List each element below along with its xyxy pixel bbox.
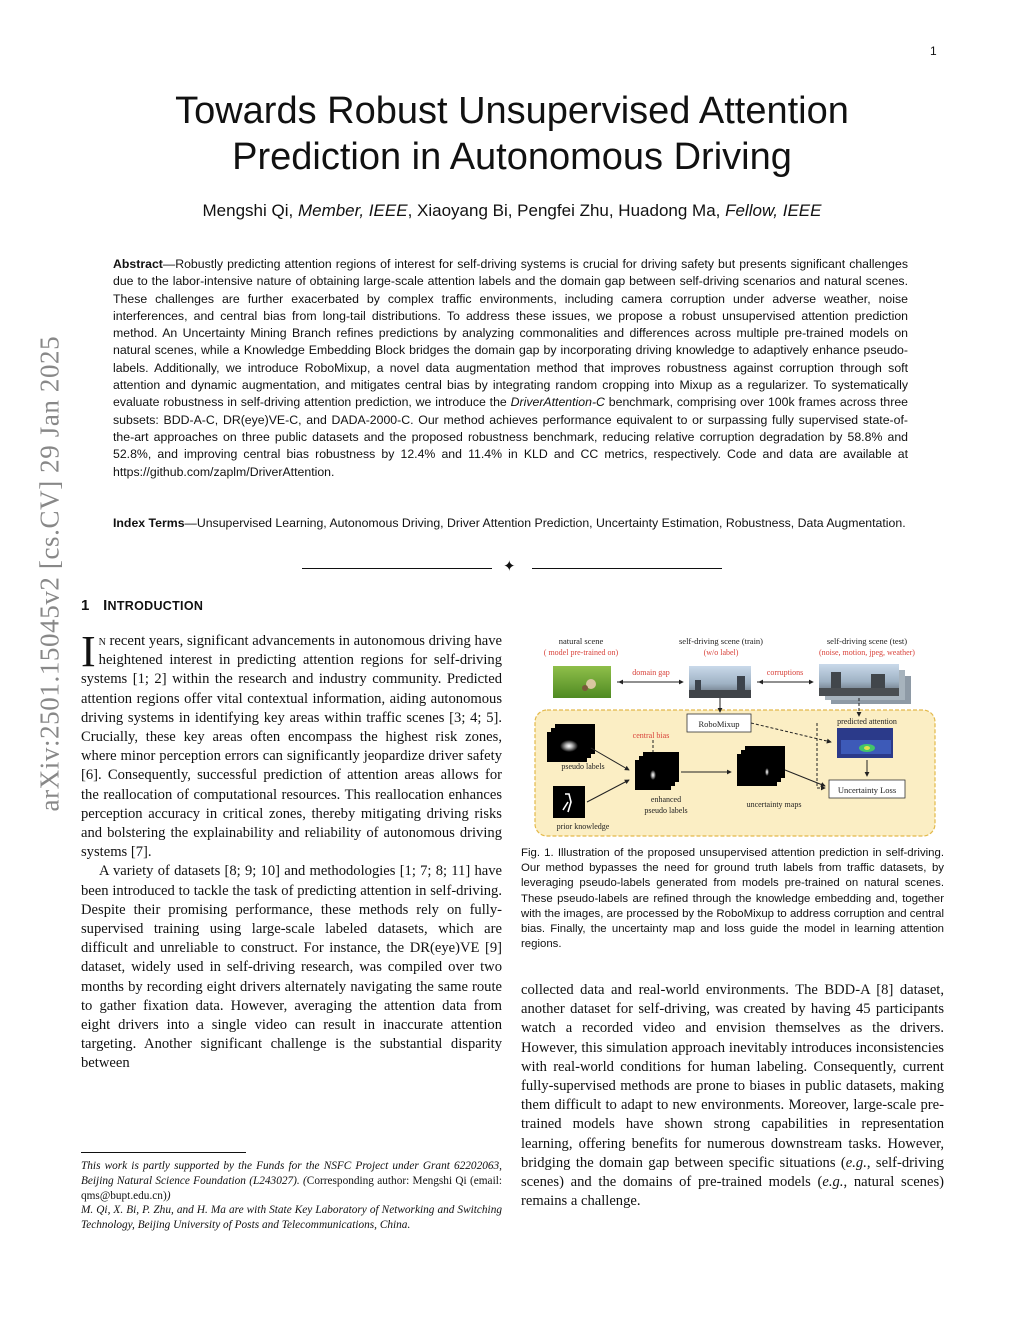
- page-number: 1: [930, 44, 937, 58]
- figure-1: [521, 630, 945, 840]
- label-enhanced: enhanced: [650, 795, 682, 804]
- label-domain-gap: domain gap: [632, 668, 670, 677]
- eg-2: e.g.: [822, 1174, 844, 1191]
- right-paragraph-b: , self-driving scenes) and the domains of pre-trained models (: [521, 1154, 945, 1191]
- intro-paragraph-1: [81, 627, 502, 862]
- section-heading: [81, 597, 203, 614]
- index-terms-label: Index Terms: [113, 516, 185, 530]
- test-scene-images: [819, 664, 911, 704]
- drop-cap-continuation: n: [98, 633, 106, 649]
- index-terms-text: —Unsupervised Learning, Autonomous Driving, Driver Attention Prediction, Uncertainty Estimation, Robustness, Data Augmentation.: [184, 516, 906, 530]
- author-1-role: Member, IEEE: [297, 201, 408, 220]
- predicted-attention-image: [837, 728, 893, 758]
- title-line-1: Towards Robust Unsupervised Attention: [175, 90, 849, 132]
- train-scene-image: [689, 666, 751, 698]
- index-terms: [113, 515, 908, 532]
- footnote-funding-end: ): [166, 1189, 171, 1202]
- footnote-funding: [81, 1159, 502, 1203]
- natural-scene-image: [553, 666, 611, 698]
- footnote-affiliation: M. Qi, X. Bi, P. Zhu, and H. Ma are with State Key Laboratory of Networking and Switching Technology, Beijing University of Posts and Telecommunications, China.: [81, 1204, 502, 1232]
- label-natural-sub: ( model pre-trained on): [543, 648, 619, 657]
- label-central-bias: central bias: [632, 731, 670, 740]
- label-enhanced-pseudo: pseudo labels: [644, 806, 688, 815]
- right-paragraph-a: collected data and real-world environments. The BDD-A [8] dataset, another dataset for self-driving, was created by having 45 participants watch a recorded video and envision themselves as the drivers. However, this simulation approach inevitably introduces inconsistencies with real-world conditions for human labeling. Consequently, current fully-supervised methods are prone to biases in public datasets, making them difficult to adapt to new environments. Moreover, large-scale pre-trained models have shown strong capabilities in representation learning, offering benefits for numerous downstream tasks. However, bridging the domain gap between specific situations (: [521, 982, 944, 1171]
- label-test-scene: self-driving scene (test): [826, 636, 908, 646]
- eg-1: e.g.: [845, 1154, 867, 1171]
- intro-paragraph-2: A variety of datasets [8; 9; 10] and methodologies [1; 7; 8; 11] have been introduced to tackle the task of predicting attention in self-driving. Despite their promising performance, these methods rely on fully-supervised training using large-scale labeled datasets, which are difficult and unreliable to construct. For instance, the DR(eye)VE [9] dataset, widely used in self-driving research, was compiled over two months by recording eight drivers alternately navigating the same route to gather fixation data. However, averaging the attention data from eight drivers into a single video can result in inaccurate attention targeting. Another significant challenge is the substantial disparity between: [81, 863, 502, 1072]
- right-column: [521, 981, 944, 1211]
- benchmark-name: DriverAttention-C: [510, 395, 605, 410]
- footnote-rule: [81, 1152, 246, 1153]
- enhanced-pseudo-label-maps: [635, 752, 679, 790]
- footnote-funding-text: This work is partly supported by the Funds for the NSFC Project under Grant 62202063, Beijing Natural Science Foundation (L243027). (: [81, 1160, 502, 1187]
- label-uncertainty-maps: uncertainty maps: [746, 800, 802, 809]
- label-predicted-attention: predicted attention: [837, 717, 897, 726]
- label-uncertainty-loss: Uncertainty Loss: [837, 785, 897, 795]
- label-natural-scene: natural scene: [558, 636, 604, 646]
- author-list: [80, 201, 944, 221]
- uncertainty-maps: [737, 746, 785, 786]
- abstract-text-2: benchmark, comprising over 100k frames across three subsets: BDD-A-C, DR(eye)VE-C, and DADA-2000-C. Our method achieves performance equivalent to or surpassing fully supervised state-of-the-art approaches on three public datasets and the proposed robustness benchmark, reducing relative corruption degradation by 58.8% and 52.8%, and improving central bias robustness by 12.4% and 11.4% in KLD and CC metrics, respectively. Code and data are available at https://github.com/zaplm/DriverAttention.: [113, 395, 908, 479]
- divider-star-icon: ✦: [503, 558, 516, 575]
- paper-title: [80, 88, 944, 180]
- left-column: [81, 627, 502, 1074]
- footnotes: [81, 1159, 502, 1233]
- divider-line-right: [532, 568, 722, 569]
- label-corruptions: corruptions: [766, 668, 804, 677]
- arxiv-stamp[interactable]: arXiv:2501.15045v2 [cs.CV] 29 Jan 2025: [34, 335, 65, 812]
- right-paragraph-c: , natural scenes) remains a challenge.: [521, 1174, 944, 1210]
- label-robomixup: RoboMixup: [698, 719, 740, 729]
- label-test-sub: (noise, motion, jpeg, weather): [819, 648, 915, 657]
- intro-paragraph-1-text: recent years, significant advancements in autonomous driving have heightened interest in predicting attention regions for self-driving systems [1; 2] within the research and industry community. Predicted attention regions offer vital contextual information, aiding autonomous driving systems in identifying key areas within traffic scenes [3; 4; 5]. Crucially, these key areas often encompass the highest risk zones, where minor perception errors can significantly jeopardize driver safety [6]. Consequently, successful prediction of attention areas allows for the reallocation of computational resources. This reallocation enhances perception accuracy in critical zones, thereby mitigating driving risks and bolstering the explainability and reliability of autonomous driving systems [7].: [81, 633, 502, 861]
- label-train-sub: (w/o label): [703, 648, 739, 657]
- title-line-2: Prediction in Autonomous Driving: [232, 136, 792, 178]
- section-first-letter: I: [103, 597, 108, 614]
- divider-line-left: [302, 568, 492, 569]
- label-train-scene: self-driving scene (train): [678, 636, 764, 646]
- author-1: Mengshi Qi,: [202, 201, 298, 220]
- last-author-role: Fellow, IEEE: [725, 201, 822, 220]
- section-divider: [302, 560, 722, 576]
- abstract-text-1: —Robustly predicting attention regions of interest for self-driving systems is crucial for driving safety but presents significant challenges due to the labor-intensive nature of obtaining large-scale attention labels and the domain gap between self-driving scenarios and natural scenes. These challenges are further exacerbated by complex traffic environments, including camera corruption under adverse weather, noise interferences, and central bias from long-tail distributions. To address these issues, we propose a robust unsupervised attention prediction method. An Uncertainty Mining Branch refines predictions by analyzing commonalities and differences across multiple pre-trained models on natural scenes, while a Knowledge Embedding Block bridges the domain gap by incorporating driving knowledge to adaptively enhance pseudo-labels. Additionally, we introduce RoboMixup, a novel data augmentation method that improves robustness against corruption through soft attention and dynamic augmentation, and mitigates central bias by integrating random cropping into Mixup as a regularizer. To systematically evaluate robustness in self-driving attention prediction, we introduce the: [113, 257, 908, 410]
- abstract-label: Abstract: [113, 257, 163, 271]
- figure-caption: Fig. 1. Illustration of the proposed unsupervised attention prediction in self-driving. Our method bypasses the need for ground truth labels from traffic datasets, by leveraging pseudo-labels generated from models pre-trained on natural scenes. These pseudo-labels are refined through the knowledge embedding and, together with the images, are processed by the RoboMixup to address corruption and central bias. Finally, the uncertainty map and loss guide the model in learning attention regions.: [521, 847, 944, 951]
- label-pseudo-labels: pseudo labels: [561, 762, 605, 771]
- prior-knowledge-image: [553, 786, 585, 818]
- pseudo-label-maps: [547, 724, 595, 762]
- section-title-rest: NTRODUCTION: [107, 599, 204, 613]
- corresponding-author: Corresponding author: Mengshi Qi (email: qms@bupt.edu.cn): [81, 1174, 502, 1202]
- section-number: 1: [81, 597, 90, 614]
- drop-cap: I: [81, 627, 96, 676]
- abstract: [113, 256, 908, 481]
- label-prior-knowledge: prior knowledge: [556, 822, 610, 831]
- other-authors: , Xiaoyang Bi, Pengfei Zhu, Huadong Ma,: [407, 201, 726, 220]
